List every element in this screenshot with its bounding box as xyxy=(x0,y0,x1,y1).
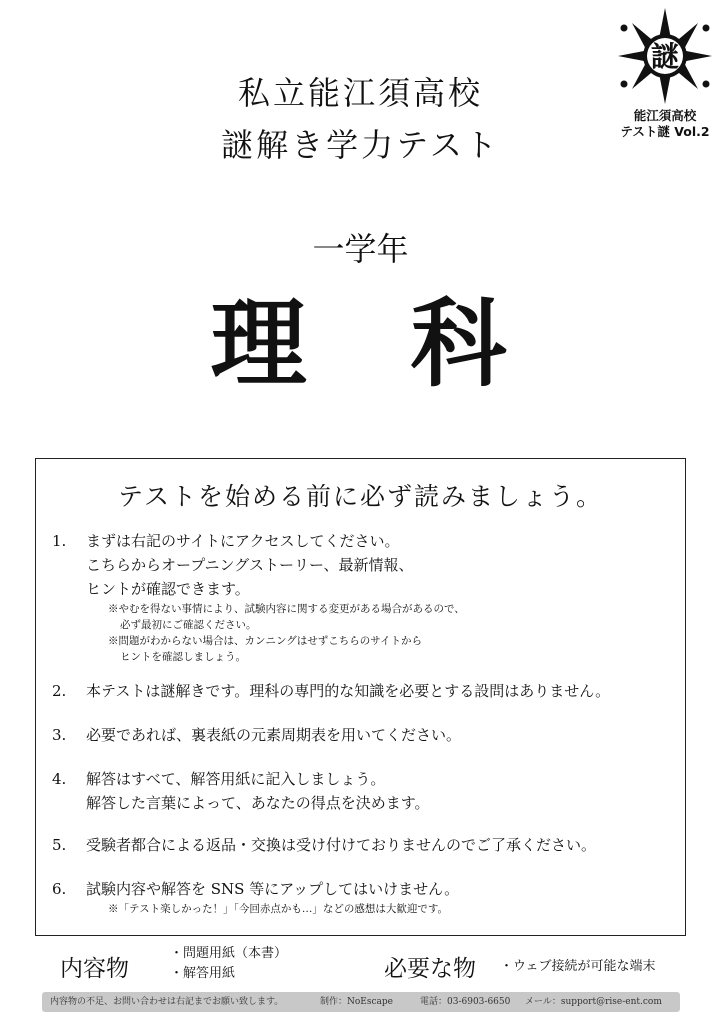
subject-char-2: 科 xyxy=(410,287,511,400)
item-line: こちらからオープニングストーリー、最新情報、 xyxy=(86,556,414,574)
item-number: 3. xyxy=(52,726,67,744)
item-line: 試験内容や解答を SNS 等にアップしてはいけません。 xyxy=(86,880,460,898)
item-number: 4. xyxy=(52,770,67,788)
item-line: 本テストは謎解きです。理科の専門的な知識を必要とする設問はありません。 xyxy=(86,682,611,700)
logo-emblem-icon xyxy=(610,6,720,106)
footer-bar xyxy=(42,992,680,1012)
item-line: 受験者都合による返品・交換は受け付けておりませんのでご了承ください。 xyxy=(86,836,597,854)
item-line: ヒントが確認できます。 xyxy=(86,580,250,598)
subject-char-1: 理 xyxy=(210,287,311,400)
item-line: まずは右記のサイトにアクセスしてください。 xyxy=(86,532,400,550)
item-number: 2. xyxy=(52,682,67,700)
logo-caption-1: 能江須高校 xyxy=(633,108,697,123)
item-note: ※問題がわからない場合は、カンニングはせずこちらのサイトから xyxy=(108,635,423,647)
logo-caption-2: テスト謎 Vol.2 xyxy=(620,124,710,139)
contents-label: 内容物 xyxy=(60,956,129,982)
instruction-item-3 xyxy=(52,723,461,747)
item-number: 5. xyxy=(52,836,67,854)
list-item: ・問題用紙（本書） xyxy=(170,946,288,961)
item-line: 解答はすべて、解答用紙に記入しましょう。 xyxy=(86,770,386,788)
instruction-item-4 xyxy=(52,767,430,815)
footer-mail: メール：support@rise-ent.com xyxy=(525,997,662,1007)
item-note: ※「テスト楽しかった！」「今回赤点かも…」などの感想は大歓迎です。 xyxy=(108,903,448,915)
item-note: ※やむを得ない事情により、試験内容に関する変更がある場合があるので、 xyxy=(108,603,465,615)
needed-label: 必要な物 xyxy=(384,956,476,982)
instructions-heading: テストを始める前に必ず読みましょう。 xyxy=(117,482,603,511)
instruction-item-6 xyxy=(52,877,459,917)
item-number: 1. xyxy=(52,532,67,550)
instructions-box xyxy=(35,458,686,936)
item-note: ヒントを確認しましょう。 xyxy=(120,651,246,663)
logo xyxy=(610,6,720,146)
school-name: 私立能江須高校 xyxy=(237,74,483,112)
test-title: 謎解き学力テスト xyxy=(221,126,500,164)
item-number: 6. xyxy=(52,880,67,898)
item-line: 必要であれば、裏表紙の元素周期表を用いてください。 xyxy=(86,726,462,744)
needed-list xyxy=(500,955,655,974)
instruction-item-5 xyxy=(52,833,596,857)
logo-mark: 謎 xyxy=(650,40,680,73)
list-item: ・ウェブ接続が可能な端末 xyxy=(500,959,656,974)
instruction-item-1 xyxy=(52,529,465,665)
list-item: ・解答用紙 xyxy=(170,966,236,981)
footer-note: 内容物の不足、お問い合わせは右記までお願い致します。 xyxy=(50,997,284,1007)
item-line: 解答した言葉によって、あなたの得点を決めます。 xyxy=(86,794,430,812)
grade-label: 一学年 xyxy=(312,230,409,268)
subject-title xyxy=(0,268,721,405)
footer-phone: 電話：03-6903-6650 xyxy=(420,997,511,1007)
contents-list xyxy=(170,944,287,984)
instruction-item-2 xyxy=(52,679,610,703)
item-note: 必ず最初にご確認ください。 xyxy=(120,619,257,631)
footer-producer: 制作：NoEscape xyxy=(320,997,393,1007)
